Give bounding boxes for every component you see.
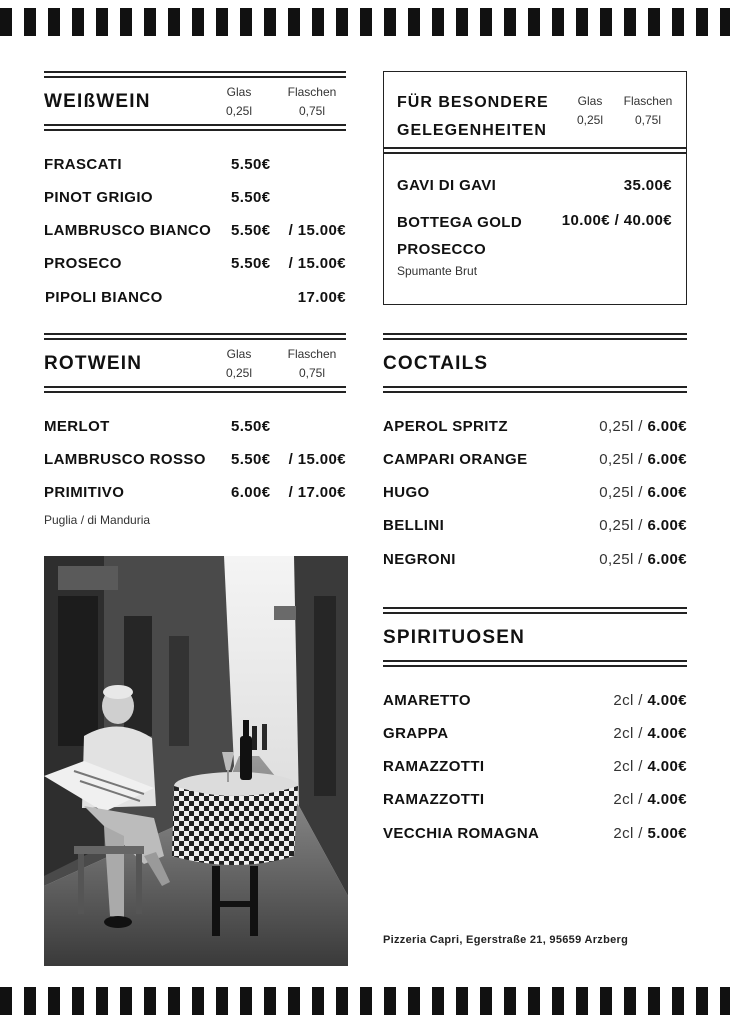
menu-item: GRAPPA 2cl / 4.00€ [383, 725, 687, 742]
menu-item: PRIMITIVO 6.00€ / 17.00€ [44, 484, 346, 501]
menu-item: PIPOLI BIANCO 17.00€ [45, 289, 346, 306]
besondere-box [383, 71, 687, 305]
menu-item: RAMAZZOTTI 2cl / 4.00€ [383, 791, 687, 808]
coctails-section [383, 333, 687, 393]
section-rule [44, 124, 346, 131]
menu-item: BOTTEGA GOLD PROSECCO 10.00€ / 40.00€ [397, 212, 672, 258]
menu-item: APEROL SPRITZ 0,25l / 6.00€ [383, 418, 687, 435]
flaschen-unit-header: Flaschen 0,75l [287, 85, 337, 118]
section-rule [44, 333, 346, 340]
footer-address: Pizzeria Capri, Egerstraße 21, 95659 Arzberg [383, 934, 629, 946]
menu-item: AMARETTO 2cl / 4.00€ [383, 692, 687, 709]
menu-item: GAVI DI GAVI 35.00€ [397, 177, 672, 194]
section-rule [44, 71, 346, 78]
menu-item: FRASCATI 5.50€ [44, 156, 271, 173]
menu-item: BELLINI 0,25l / 6.00€ [383, 517, 687, 534]
flaschen-unit-header: Flaschen 0,75l [623, 94, 673, 127]
rotwein-header [44, 340, 346, 386]
besondere-title: FÜR BESONDERE GELEGENHEITEN [397, 94, 549, 139]
coctails-header [383, 340, 687, 386]
menu-item: LAMBRUSCO BIANCO 5.50€ / 15.00€ [44, 222, 346, 239]
rotwein-section [44, 333, 346, 393]
weisswein-list [44, 156, 346, 316]
rotwein-list [44, 418, 346, 533]
section-rule [383, 333, 687, 340]
top-stripe-border [0, 8, 730, 36]
spirituosen-list [383, 692, 687, 852]
street-cafe-photo [44, 556, 348, 966]
section-rule [44, 386, 346, 393]
section-rule [383, 660, 687, 667]
weisswein-title: WEIßWEIN [44, 91, 151, 112]
section-rule [383, 386, 687, 393]
menu-item: HUGO 0,25l / 6.00€ [383, 484, 687, 501]
section-rule [383, 607, 687, 614]
flaschen-unit-header: Flaschen 0,75l [287, 347, 337, 380]
coctails-list [383, 418, 687, 578]
glas-unit-header: Glas 0,25l [225, 347, 253, 380]
section-rule [384, 147, 686, 154]
menu-item: PROSECO 5.50€ / 15.00€ [44, 255, 346, 272]
glas-unit-header: Glas 0,25l [576, 94, 604, 127]
rotwein-title: ROTWEIN [44, 353, 143, 374]
spirituosen-title: SPIRITUOSEN [383, 627, 525, 648]
menu-item: CAMPARI ORANGE 0,25l / 6.00€ [383, 451, 687, 468]
menu-item: VECCHIA ROMAGNA 2cl / 5.00€ [383, 825, 687, 842]
weisswein-section [44, 71, 346, 131]
spirituosen-section [383, 607, 687, 667]
glas-unit-header: Glas 0,25l [225, 85, 253, 118]
menu-item: MERLOT 5.50€ [44, 418, 271, 435]
bottom-stripe-border [0, 987, 730, 1015]
weisswein-header [44, 78, 346, 124]
menu-item: RAMAZZOTTI 2cl / 4.00€ [383, 758, 687, 775]
menu-item: LAMBRUSCO ROSSO 5.50€ / 15.00€ [44, 451, 346, 468]
item-note: Puglia / di Manduria [44, 513, 151, 527]
spirituosen-header [383, 614, 687, 660]
item-note: Spumante Brut [397, 264, 478, 278]
coctails-title: COCTAILS [383, 353, 489, 374]
menu-item: PINOT GRIGIO 5.50€ [44, 189, 271, 206]
menu-item: NEGRONI 0,25l / 6.00€ [383, 551, 687, 568]
